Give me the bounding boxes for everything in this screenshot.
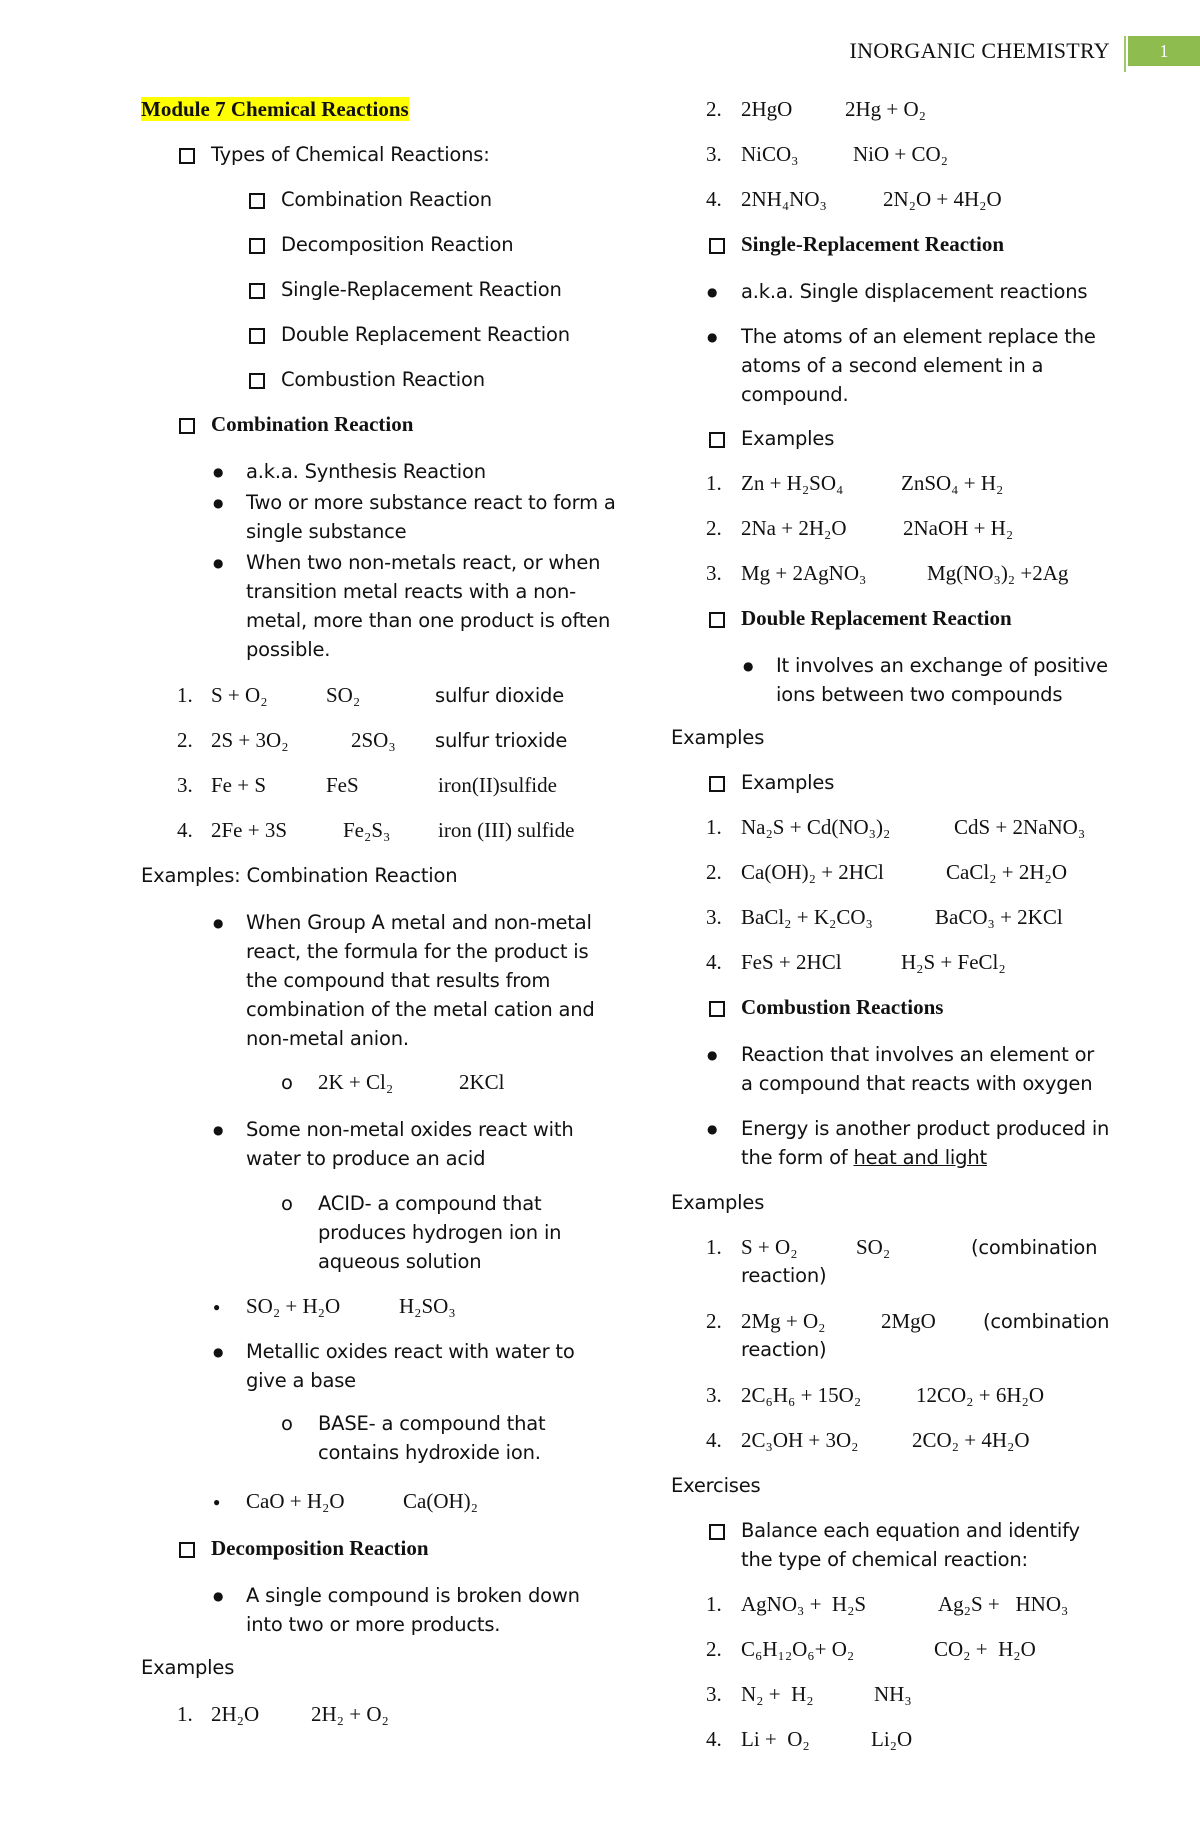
examples-label: Examples [141, 1656, 235, 1679]
eq-products: FeS [326, 773, 359, 797]
eq-products: CO₂ + H₂O [934, 1637, 1036, 1661]
double-eq-row [671, 948, 1111, 993]
eq-reactants: 2H₂O [211, 1702, 260, 1726]
double-examples-label: Examples [741, 771, 835, 794]
checkbox-icon [179, 1542, 195, 1558]
example-bullet: Metallic oxides react with water to give a base [246, 1340, 575, 1392]
double-replacement-heading: Double Replacement Reaction [741, 606, 1012, 630]
header-title: INORGANIC CHEMISTRY [849, 38, 1110, 63]
checkbox-icon [709, 612, 725, 628]
type-item: Decomposition Reaction [281, 233, 514, 256]
eq-products: H₂SO₃ [399, 1294, 456, 1318]
double-eq-row [671, 903, 1111, 948]
eq-reactants: Mg + 2AgNO₃ [741, 561, 867, 585]
combustion-eq-row [671, 1233, 1111, 1307]
exercises-instruction: Balance each equation and identify the type of chemical reaction: [741, 1519, 1080, 1571]
example-bullet-equation [141, 1487, 621, 1534]
eq-number: 1. [177, 683, 193, 707]
eq-products: 2N₂O + 4H₂O [883, 187, 1002, 211]
bullet-icon [213, 457, 223, 489]
eq-products: NiO + CO₂ [853, 142, 949, 166]
decomposition-bullet: A single compound is broken down into two or more products. [246, 1584, 580, 1636]
eq-products: Ca(OH)₂ [403, 1489, 478, 1513]
module-title: Module 7 Chemical Reactions [141, 97, 409, 121]
eq-reactants: 2HgO [741, 97, 793, 121]
eq-reactants: 2C₆H₆ + 15O₂ [741, 1383, 862, 1407]
eq-number: 4. [706, 1727, 722, 1751]
combustion-bullet-2 [741, 1117, 1109, 1169]
bullet-icon [213, 548, 223, 580]
exercise-row [671, 1725, 1111, 1770]
example-bullet-equation [141, 1292, 621, 1337]
eq-products: 2NaOH + H₂ [903, 516, 1014, 540]
eq-products: BaCO₃ + 2KCl [935, 905, 1063, 929]
checkbox-icon [709, 776, 725, 792]
combustion-examples-label: Examples [671, 1191, 765, 1214]
example-sub-text: ACID- a compound that produces hydrogen ion in aqueous solution [318, 1192, 562, 1273]
eq-reactants: 2Fe + 3S [211, 818, 288, 842]
eq-products: 2SO₃ [351, 728, 396, 752]
example-bullet: Some non-metal oxides react with water to produce an acid [246, 1118, 574, 1170]
combination-eq-row [141, 681, 621, 726]
eq-products: ZnSO₄ + H₂ [901, 471, 1004, 495]
eq-reactants: S + O₂ [741, 1235, 798, 1259]
checkbox-icon [249, 328, 265, 344]
eq-name: sulfur trioxide [435, 729, 568, 752]
eq-number: 2. [706, 97, 722, 121]
double-eq-row [671, 813, 1111, 858]
combination-eq-row [141, 816, 621, 861]
checkbox-icon [249, 193, 265, 209]
checkbox-icon [249, 283, 265, 299]
checkbox-icon [709, 432, 725, 448]
eq-reactants: 2K + Cl₂ [318, 1070, 394, 1094]
eq-products: CdS + 2NaNO₃ [954, 815, 1086, 839]
combustion-eq-row [671, 1426, 1111, 1471]
eq-products: 2MgO [881, 1309, 936, 1333]
example-sub-equation [141, 1068, 621, 1115]
exercise-row [671, 1680, 1111, 1725]
decomposition-eq-row [671, 95, 1111, 140]
eq-number: 4. [706, 187, 722, 211]
bullet-icon [213, 1115, 223, 1147]
types-heading: Types of Chemical Reactions: [211, 143, 490, 166]
eq-reactants: BaCl₂ + K₂CO₃ [741, 905, 873, 929]
eq-reactants: N₂ + H₂ [741, 1682, 814, 1706]
type-item: Double Replacement Reaction [281, 323, 570, 346]
eq-products: CaCl₂ + 2H₂O [946, 860, 1067, 884]
exercise-row [671, 1635, 1111, 1680]
eq-products: 2Hg + O₂ [845, 97, 926, 121]
header-divider [1124, 36, 1126, 72]
eq-name: iron(II)sulfide [438, 773, 557, 797]
eq-reactants: Fe + S [211, 773, 267, 797]
bullet-icon [743, 651, 753, 683]
checkbox-icon [709, 238, 725, 254]
eq-number: 2. [177, 728, 193, 752]
right-column [671, 95, 1111, 1770]
eq-number: 1. [706, 1592, 722, 1616]
eq-reactants: Ca(OH)₂ + 2HCl [741, 860, 884, 884]
checkbox-icon [709, 1001, 725, 1017]
eq-reactants: 2NH₄NO₃ [741, 187, 827, 211]
eq-products: SO₂ [856, 1235, 891, 1259]
double-eq-row [671, 858, 1111, 903]
combination-heading: Combination Reaction [211, 412, 414, 436]
combination-eq-row [141, 726, 621, 771]
checkbox-icon [249, 373, 265, 389]
single-replacement-heading: Single-Replacement Reaction [741, 232, 1005, 256]
eq-number: 2. [706, 860, 722, 884]
eq-number: 1. [706, 815, 722, 839]
eq-number: 1. [706, 1235, 722, 1259]
single-eq-row [671, 514, 1111, 559]
eq-reactants: CaO + H₂O [246, 1489, 345, 1513]
eq-products: 2H₂ + O₂ [311, 1702, 389, 1726]
eq-reactants: SO₂ + H₂O [246, 1294, 341, 1318]
double-examples-plain: Examples [671, 726, 765, 749]
eq-products: 12CO₂ + 6H₂O [916, 1383, 1044, 1407]
eq-reactants: 2C₃OH + 3O₂ [741, 1428, 859, 1452]
bullet-icon [707, 277, 717, 309]
bullet-icon [213, 1487, 220, 1519]
decomposition-heading: Decomposition Reaction [211, 1536, 429, 1560]
combustion-bullet-text: Energy is another product produced in the form of [741, 1117, 1110, 1169]
combination-eq-row [141, 771, 621, 816]
combination-bullet: When two non-metals react, or when transition metal reacts with a non-metal, more than one product is often possible. [246, 551, 611, 661]
eq-number: 2. [706, 1309, 722, 1333]
single-eq-row [671, 469, 1111, 514]
eq-reactants: S + O₂ [211, 683, 268, 707]
bullet-icon [213, 1581, 223, 1613]
combustion-bullet: Reaction that involves an element or a compound that reacts with oxygen [741, 1043, 1095, 1095]
eq-products: Li₂O [871, 1727, 913, 1751]
combination-bullet: Two or more substance react to form a single substance [246, 491, 616, 543]
eq-number: 3. [706, 142, 722, 166]
eq-reactants: Zn + H₂SO₄ [741, 471, 844, 495]
eq-number: 1. [706, 471, 722, 495]
decomposition-eq-row [671, 140, 1111, 185]
eq-number: 4. [706, 950, 722, 974]
combustion-eq-row [671, 1307, 1111, 1381]
eq-reactants: 2S + 3O₂ [211, 728, 289, 752]
bullet-icon [213, 1292, 220, 1324]
double-bullet: It involves an exchange of positive ions between two compounds [776, 654, 1108, 706]
example-bullet: When Group A metal and non-metal react, the formula for the product is the compound that results from combination of the metal cation and non-metal anion. [246, 911, 595, 1050]
eq-number: 1. [177, 1702, 193, 1726]
checkbox-icon [179, 418, 195, 434]
eq-number: 3. [706, 1682, 722, 1706]
eq-number: 2. [706, 1637, 722, 1661]
eq-number: 3. [706, 561, 722, 585]
eq-products: Ag₂S + HNO₃ [938, 1592, 1069, 1616]
single-eq-row [671, 559, 1111, 604]
eq-note: reaction) [741, 1338, 827, 1361]
eq-reactants: Na₂S + Cd(NO₃)₂ [741, 815, 891, 839]
eq-products: H₂S + FeCl₂ [901, 950, 1006, 974]
checkbox-icon [179, 148, 195, 164]
bullet-icon [213, 488, 223, 520]
checkbox-icon [709, 1524, 725, 1540]
eq-reactants: AgNO₃ + H₂S [741, 1592, 867, 1616]
page-header [0, 36, 1200, 72]
eq-number: 3. [177, 773, 193, 797]
page-number: 1 [1128, 36, 1200, 66]
sub-bullet-icon: o [281, 1192, 293, 1215]
combustion-eq-row [671, 1381, 1111, 1426]
eq-products: NH₃ [874, 1682, 912, 1706]
single-bullet: a.k.a. Single displacement reactions [741, 280, 1088, 303]
exercise-row [671, 1590, 1111, 1635]
decomposition-eq-row [671, 185, 1111, 230]
eq-name: iron (III) sulfide [438, 818, 575, 842]
left-column [141, 95, 621, 1745]
eq-number: 4. [706, 1428, 722, 1452]
eq-number: 2. [706, 516, 722, 540]
eq-number: 3. [706, 1383, 722, 1407]
type-item: Combination Reaction [281, 188, 492, 211]
eq-reactants: Li + O₂ [741, 1727, 810, 1751]
combustion-heading: Combustion Reactions [741, 995, 944, 1019]
type-item: Combustion Reaction [281, 368, 485, 391]
single-bullet: The atoms of an element replace the atoms of a second element in a compound. [741, 325, 1096, 406]
eq-number: 3. [706, 905, 722, 929]
bullet-icon [707, 1040, 717, 1072]
bullet-icon [707, 1114, 717, 1146]
eq-reactants: FeS + 2HCl [741, 950, 842, 974]
bullet-icon [213, 908, 223, 940]
checkbox-icon [249, 238, 265, 254]
example-sub-text: BASE- a compound that contains hydroxide ion. [318, 1412, 546, 1464]
eq-reactants: C₆H₁₂O₆+ O₂ [741, 1637, 855, 1661]
eq-products: SO₂ [326, 683, 361, 707]
eq-products: 2KCl [459, 1070, 505, 1094]
eq-products: Mg(NO₃)₂ +2Ag [927, 561, 1069, 585]
decomposition-eq-row [141, 1700, 621, 1745]
single-examples-label: Examples [741, 427, 835, 450]
eq-reactants: NiCO₃ [741, 142, 799, 166]
eq-products: Fe₂S₃ [343, 818, 391, 842]
bullet-icon [213, 1337, 223, 1369]
eq-reactants: 2Mg + O₂ [741, 1309, 826, 1333]
sub-bullet-icon: o [281, 1412, 293, 1435]
eq-products: 2CO₂ + 4H₂O [912, 1428, 1030, 1452]
combination-bullet: a.k.a. Synthesis Reaction [246, 460, 486, 483]
eq-note: (combination [983, 1310, 1110, 1333]
sub-bullet-icon: o [281, 1071, 293, 1094]
eq-number: 4. [177, 818, 193, 842]
combustion-underlined: heat and light [853, 1146, 987, 1169]
examples-combination-label: Examples: Combination Reaction [141, 864, 458, 887]
eq-note: (combination [971, 1236, 1098, 1259]
type-item: Single-Replacement Reaction [281, 278, 562, 301]
bullet-icon [707, 322, 717, 354]
exercises-label: Exercises [671, 1474, 761, 1497]
eq-note: reaction) [741, 1264, 827, 1287]
eq-name: sulfur dioxide [435, 684, 565, 707]
eq-reactants: 2Na + 2H₂O [741, 516, 847, 540]
